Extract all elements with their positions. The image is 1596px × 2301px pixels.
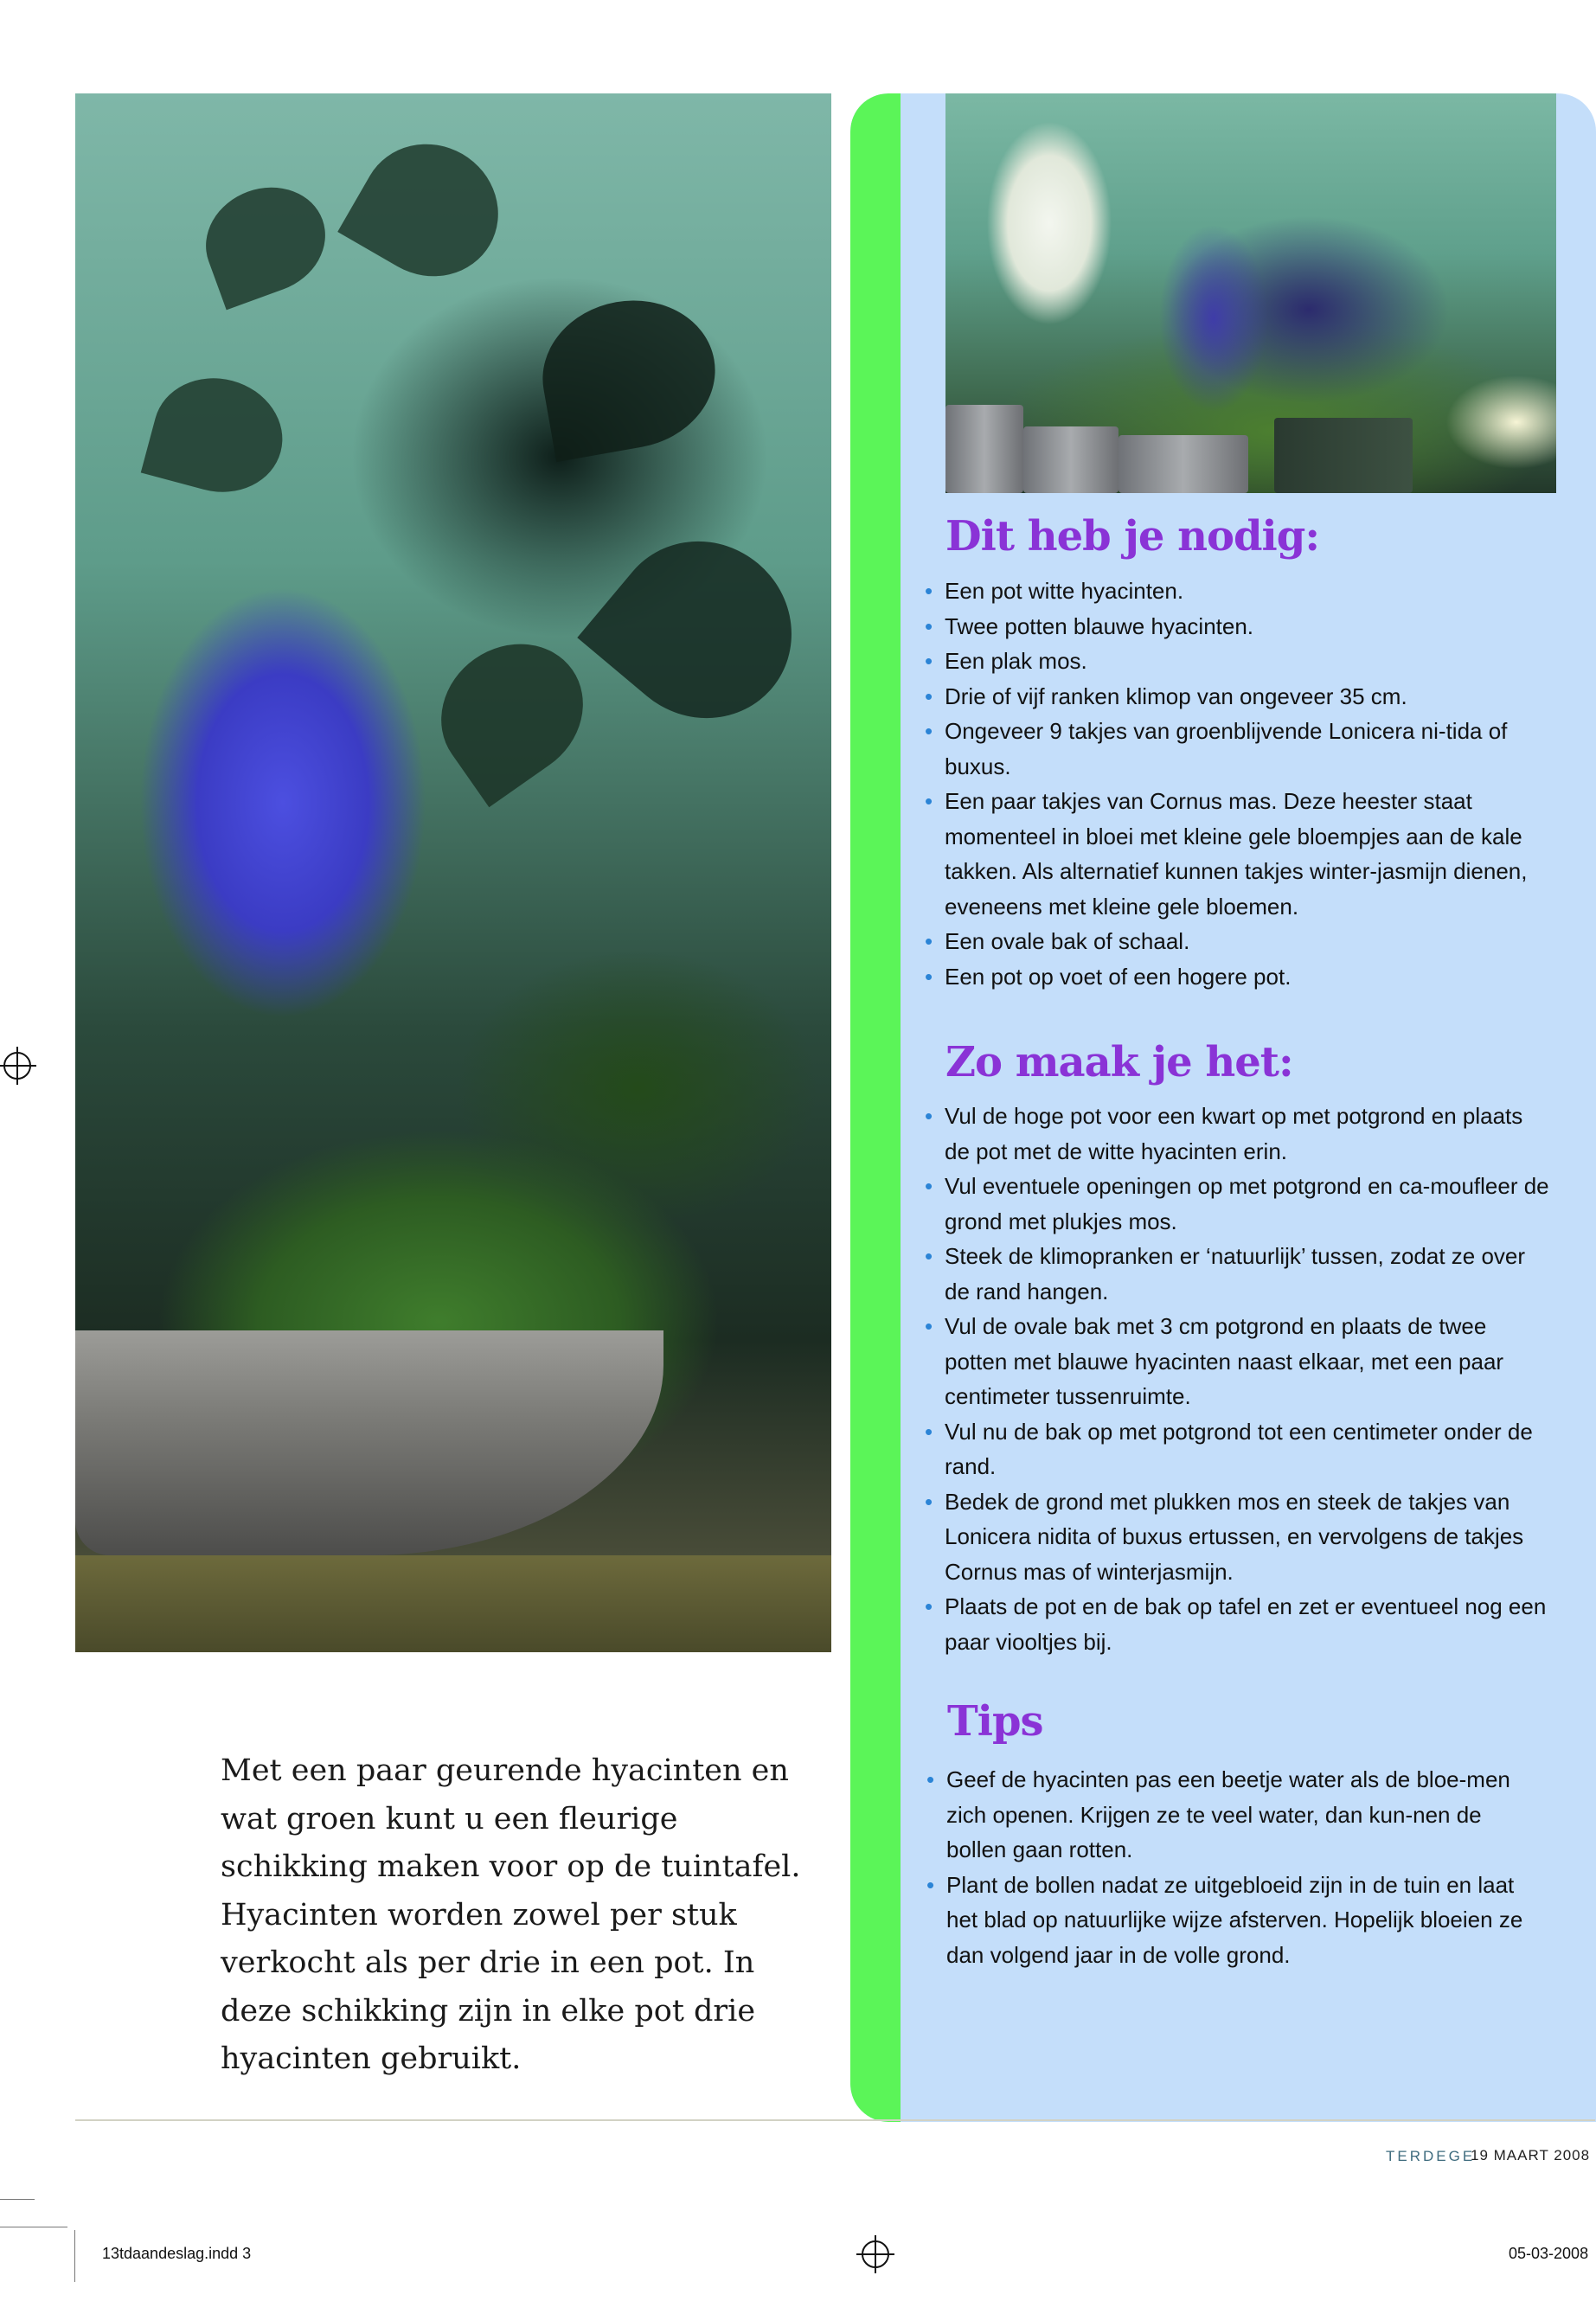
list-item: • Vul nu de bak op met potgrond tot een centimeter onder de rand. bbox=[925, 1414, 1549, 1484]
footer-divider bbox=[75, 2119, 1595, 2121]
needed-list bbox=[925, 574, 1541, 994]
issue-date: 19 MAART 2008 bbox=[1471, 2147, 1591, 2163]
list-item: • Vul de hoge pot voor een kwart op met potgrond en plaats de pot met de witte hyacinten erin. bbox=[925, 1099, 1549, 1169]
tips-heading: Tips bbox=[947, 1697, 1043, 1746]
list-item: • Twee potten blauwe hyacinten. bbox=[925, 609, 1541, 644]
list-item: • Geef de hyacinten pas een beetje water als de bloe-men zich openen. Krijgen ze te veel water, dan kun-nen de bollen gaan rotten. bbox=[926, 1762, 1542, 1868]
list-item: • Vul eventuele openingen op met potgrond en ca-moufleer de grond met plukjes mos. bbox=[925, 1169, 1549, 1239]
list-item: • Bedek de grond met plukken mos en steek de takjes van Lonicera nidita of buxus ertussen, en vervolgens de takjes Cornus mas of winterjasmijn. bbox=[925, 1484, 1549, 1590]
list-item: • Drie of vijf ranken klimop van ongeveer 35 cm. bbox=[925, 679, 1541, 715]
list-item: • Een plak mos. bbox=[925, 644, 1541, 679]
crop-mark bbox=[74, 2230, 75, 2282]
hyacinth-arrangement-photo bbox=[75, 93, 831, 1652]
green-accent-stripe bbox=[850, 93, 901, 2122]
list-item: • Een ovale bak of schaal. bbox=[925, 924, 1541, 959]
crop-mark bbox=[0, 2199, 35, 2200]
slug-date: 05-03-2008 bbox=[1509, 2245, 1589, 2262]
howto-heading: Zo maak je het: bbox=[945, 1038, 1293, 1086]
hyacinth-pots-photo bbox=[945, 93, 1556, 493]
magazine-name: TERDEGE bbox=[1386, 2148, 1476, 2164]
list-item: • Vul de ovale bak met 3 cm potgrond en plaats de twee potten met blauwe hyacinten naast elkaar, met een paar centimeter tussenruimte. bbox=[925, 1309, 1549, 1414]
howto-list bbox=[925, 1099, 1549, 1659]
list-item: • Een pot op voet of een hogere pot. bbox=[925, 959, 1541, 995]
list-item: • Plaats de pot en de bak op tafel en zet er eventueel nog een paar viooltjes bij. bbox=[925, 1589, 1549, 1659]
list-item: • Plant de bollen nadat ze uitgebloeid zijn in de tuin en laat het blad op natuurlijke wijze afsterven. Hopelijk bloeien ze dan volgend jaar in de volle grond. bbox=[926, 1868, 1542, 1973]
slug-filename: 13tdaandeslag.indd 3 bbox=[102, 2245, 252, 2262]
list-item: • Ongeveer 9 takjes van groenblijvende Lonicera ni-tida of buxus. bbox=[925, 714, 1541, 784]
list-item: • Steek de klimopranken er ‘natuurlijk’ tussen, zodat ze over de rand hangen. bbox=[925, 1239, 1549, 1309]
tips-list bbox=[926, 1762, 1542, 1972]
list-item: • Een pot witte hyacinten. bbox=[925, 574, 1541, 609]
registration-mark-icon bbox=[3, 1052, 31, 1080]
needed-heading: Dit heb je nodig: bbox=[945, 512, 1320, 561]
intro-paragraph: Met een paar geurende hyacinten en wat groen kunt u een fleurige schikking maken voor op de tuintafel. Hyacinten worden zowel per stuk verkocht als per drie in een pot. In deze schikking zijn in elke pot drie hyacinten gebruikt. bbox=[221, 1753, 801, 2076]
list-item: • Een paar takjes van Cornus mas. Deze heester staat momenteel in bloei met kleine gele bloempjes aan de kale takken. Als alternatief kunnen takjes winter-jasmijn dienen, eveneens met kleine gele bloemen. bbox=[925, 784, 1541, 924]
registration-mark-icon bbox=[862, 2240, 889, 2268]
